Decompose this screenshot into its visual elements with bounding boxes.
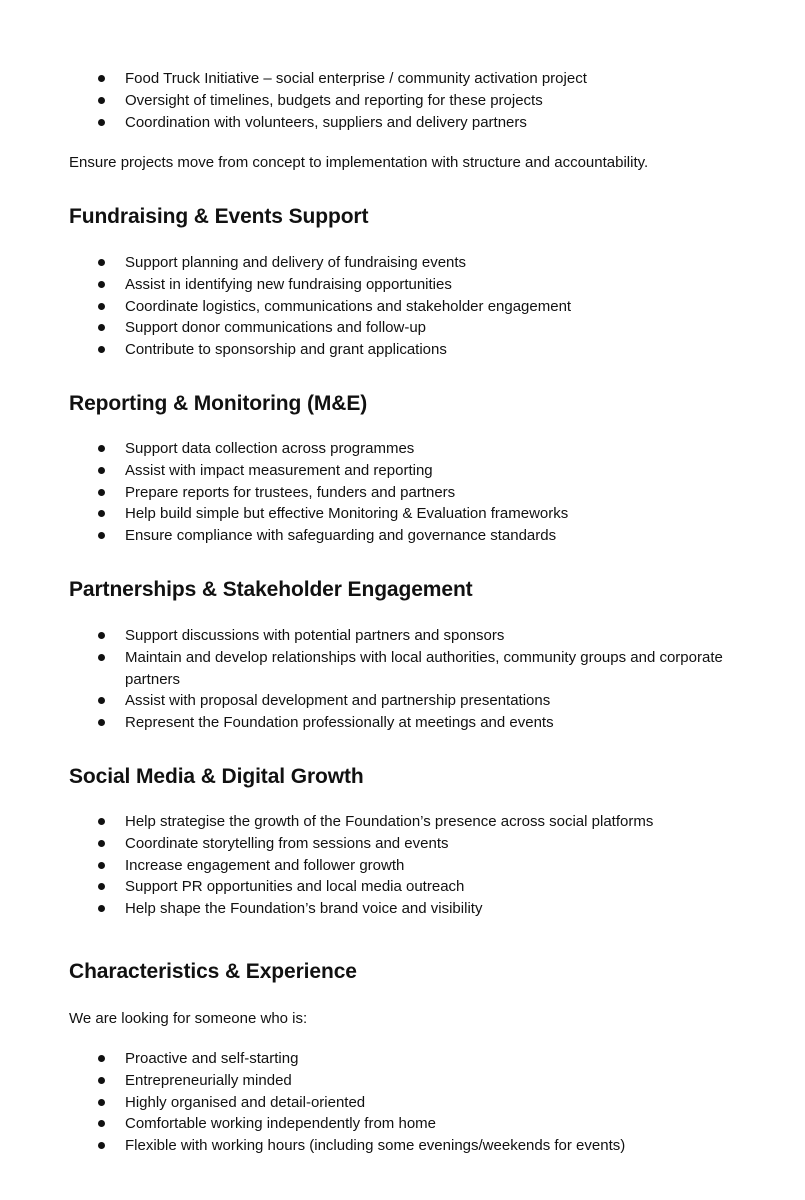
list-item: Support PR opportunities and local media outreach bbox=[0, 876, 805, 898]
bullet-icon bbox=[98, 303, 105, 310]
bullet-icon bbox=[98, 281, 105, 288]
bullet-icon bbox=[98, 119, 105, 126]
list-item: Support planning and delivery of fundraising events bbox=[0, 252, 805, 274]
bullet-icon bbox=[98, 632, 105, 639]
list-item: Coordinate logistics, communications and stakeholder engagement bbox=[0, 296, 805, 318]
bullet-icon bbox=[98, 818, 105, 825]
list-item: Support data collection across programmes bbox=[0, 438, 805, 460]
bullet-icon bbox=[98, 324, 105, 331]
list-item: Contribute to sponsorship and grant applications bbox=[0, 339, 805, 361]
bullet-icon bbox=[98, 840, 105, 847]
bullet-icon bbox=[98, 489, 105, 496]
reporting-bullet-list bbox=[0, 438, 805, 547]
bullet-icon bbox=[98, 905, 105, 912]
list-item: Help strategise the growth of the Foundation’s presence across social platforms bbox=[0, 811, 805, 833]
bullet-icon bbox=[98, 719, 105, 726]
list-item: Assist in identifying new fundraising opportunities bbox=[0, 274, 805, 296]
bullet-icon bbox=[98, 97, 105, 104]
bullet-icon bbox=[98, 883, 105, 890]
bullet-icon bbox=[98, 862, 105, 869]
section-heading-fundraising: Fundraising & Events Support bbox=[69, 205, 369, 228]
section-heading-partnerships: Partnerships & Stakeholder Engagement bbox=[69, 578, 473, 601]
list-item: Support discussions with potential partners and sponsors bbox=[0, 625, 805, 647]
bullet-icon bbox=[98, 1099, 105, 1106]
list-item: Highly organised and detail-oriented bbox=[0, 1092, 805, 1114]
social-media-bullet-list bbox=[0, 811, 805, 920]
list-item: Oversight of timelines, budgets and reporting for these projects bbox=[0, 90, 805, 112]
bullet-icon bbox=[98, 1142, 105, 1149]
list-item: Support donor communications and follow-up bbox=[0, 317, 805, 339]
list-item: Increase engagement and follower growth bbox=[0, 855, 805, 877]
bullet-icon bbox=[98, 654, 105, 661]
bullet-icon bbox=[98, 697, 105, 704]
list-item: Food Truck Initiative – social enterprise / community activation project bbox=[0, 68, 805, 90]
bullet-icon bbox=[98, 1055, 105, 1062]
list-item: Maintain and develop relationships with local authorities, community groups and corporate partners bbox=[0, 647, 805, 691]
fundraising-bullet-list bbox=[0, 252, 805, 361]
list-item: Represent the Foundation professionally at meetings and events bbox=[0, 712, 805, 734]
list-item: Assist with proposal development and partnership presentations bbox=[0, 690, 805, 712]
list-item: Flexible with working hours (including some evenings/weekends for events) bbox=[0, 1135, 805, 1157]
section-heading-reporting: Reporting & Monitoring (M&E) bbox=[69, 392, 368, 415]
bullet-icon bbox=[98, 1120, 105, 1127]
characteristics-bullet-list bbox=[0, 1048, 805, 1157]
list-item: Ensure compliance with safeguarding and governance standards bbox=[0, 525, 805, 547]
bullet-icon bbox=[98, 346, 105, 353]
list-item: Proactive and self-starting bbox=[0, 1048, 805, 1070]
list-item: Prepare reports for trustees, funders and partners bbox=[0, 482, 805, 504]
bullet-icon bbox=[98, 75, 105, 82]
list-item: Assist with impact measurement and reporting bbox=[0, 460, 805, 482]
list-item: Coordinate storytelling from sessions and events bbox=[0, 833, 805, 855]
bullet-icon bbox=[98, 467, 105, 474]
bullet-icon bbox=[98, 510, 105, 517]
characteristics-intro: We are looking for someone who is: bbox=[69, 1010, 308, 1027]
list-item: Comfortable working independently from home bbox=[0, 1113, 805, 1135]
section-heading-characteristics: Characteristics & Experience bbox=[69, 960, 357, 983]
intro-bullet-list bbox=[0, 68, 805, 133]
list-item: Coordination with volunteers, suppliers and delivery partners bbox=[0, 112, 805, 134]
section-heading-social-media: Social Media & Digital Growth bbox=[69, 765, 364, 788]
list-item: Entrepreneurially minded bbox=[0, 1070, 805, 1092]
intro-paragraph: Ensure projects move from concept to implementation with structure and accountability. bbox=[69, 154, 649, 171]
bullet-icon bbox=[98, 259, 105, 266]
list-item: Help build simple but effective Monitoring & Evaluation frameworks bbox=[0, 503, 805, 525]
bullet-icon bbox=[98, 445, 105, 452]
list-item: Help shape the Foundation’s brand voice and visibility bbox=[0, 898, 805, 920]
bullet-icon bbox=[98, 532, 105, 539]
bullet-icon bbox=[98, 1077, 105, 1084]
partnerships-bullet-list bbox=[0, 625, 805, 734]
